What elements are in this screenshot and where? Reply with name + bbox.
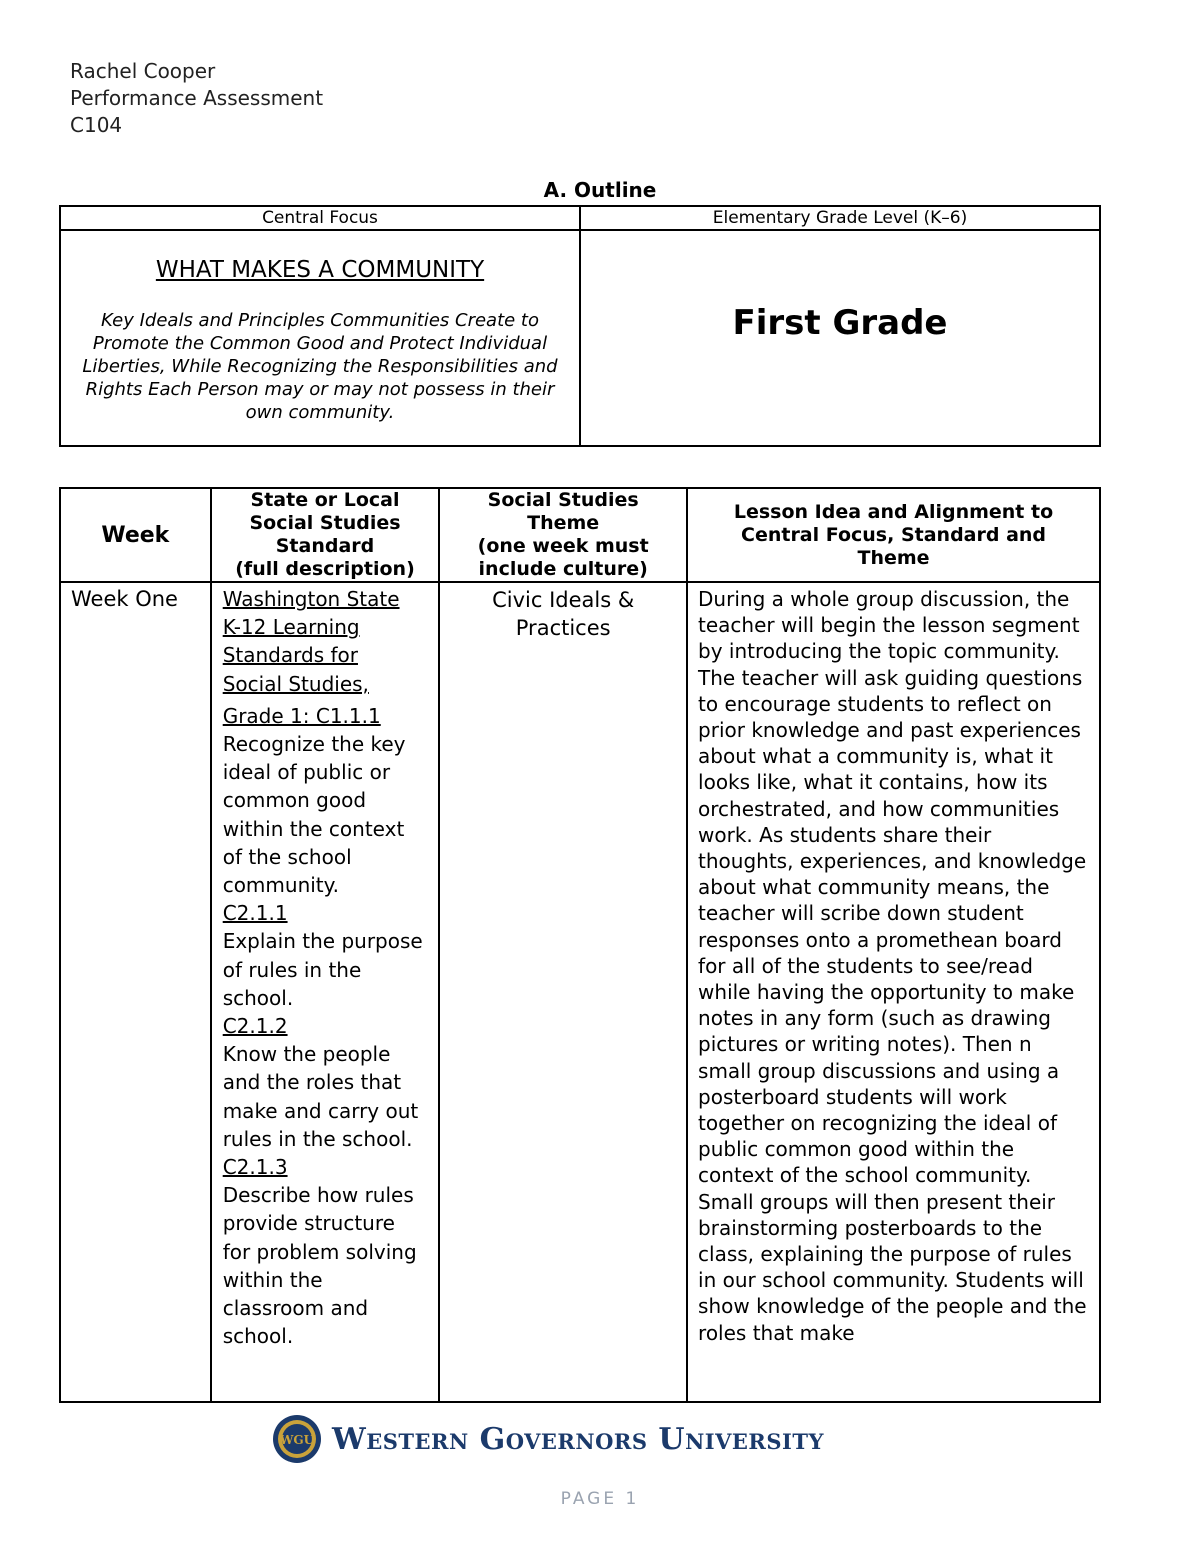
course-code: C104 [70, 113, 123, 137]
standard-code: C2.1.3 [222, 1155, 288, 1180]
assignment-title: Performance Assessment [70, 86, 324, 110]
standard-header: State or Local Social Studies Standard (full description) [211, 488, 440, 582]
table-row [60, 582, 1100, 1402]
lesson-idea-header: Lesson Idea and Alignment to Central Focus, Standard and Theme [687, 488, 1100, 582]
focus-description: Key Ideals and Principles Communities Create to Promote the Common Good and Protect Individual Liberties, While Recognizing the Responsibilities and Rights Each Person may or may not possess in their own community. [82, 310, 558, 423]
focus-title: WHAT MAKES A COMMUNITY [155, 257, 485, 283]
week-cell: Week One [60, 582, 211, 1402]
grade-level-header: Elementary Grade Level (K–6) [580, 206, 1100, 230]
grade-level: First Grade [732, 303, 948, 343]
author-name: Rachel Cooper [70, 59, 216, 83]
lesson-table [59, 487, 1101, 1403]
standard-code: C2.1.1 [222, 901, 288, 926]
outline-table [59, 205, 1101, 447]
wgu-logo [272, 1414, 824, 1464]
standard-code: C2.1.2 [222, 1014, 288, 1039]
section-title: A. Outline [543, 178, 657, 202]
central-focus-header: Central Focus [60, 206, 580, 230]
week-header: Week [60, 488, 211, 582]
lesson-idea-cell: During a whole group discussion, the teacher will begin the lesson segment by introducing the topic community. The teacher will ask guiding questions to encourage students to reflect on prior knowledge and past experiences about what a community is, what it looks like, what it contains, how its orchestrated, and how communities work. As students share their thoughts, experiences, and knowledge about what community means, the teacher will scribe down student responses onto a promethean board for all of the students to see/read while having the opportunity to make notes in any form (such as drawing pictures or writing notes). Then n small group discussions and using a posterboard students will work together on recognizing the ideal of public common good within the context of the school community. Small groups will then present their brainstorming posterboards to the class, explaining the purpose of rules in our school community. Students will show knowledge of the people and the roles that make [687, 582, 1100, 1402]
svg-text:WGU: WGU [279, 1433, 315, 1447]
standard-cell: Washington State K-12 Learning Standards for Social Studies, Grade 1: C1.1.1 Recognize the key ideal of public or common good within the context of the school community. C2.1.1 Explain the purpose of rules in the school. C2.1.2 Know the people and the roles that make and carry out rules in the school. C2.1.3 Describe how rules provide structure for problem solving within the classroom and school. [211, 582, 440, 1402]
wgu-seal-icon [272, 1414, 322, 1464]
document-header [70, 58, 323, 139]
standard-c111-text: Recognize the key ideal of public or common good within the context of the school community. [222, 732, 406, 898]
wgu-logo-text: Western Governors University [332, 1421, 824, 1457]
page-number: PAGE 1 [560, 1489, 640, 1509]
central-focus-cell [60, 230, 580, 446]
grade-level-cell [580, 230, 1100, 446]
theme-header: Social Studies Theme (one week must include culture) [439, 488, 687, 582]
theme-cell: Civic Ideals & Practices [439, 582, 687, 1402]
